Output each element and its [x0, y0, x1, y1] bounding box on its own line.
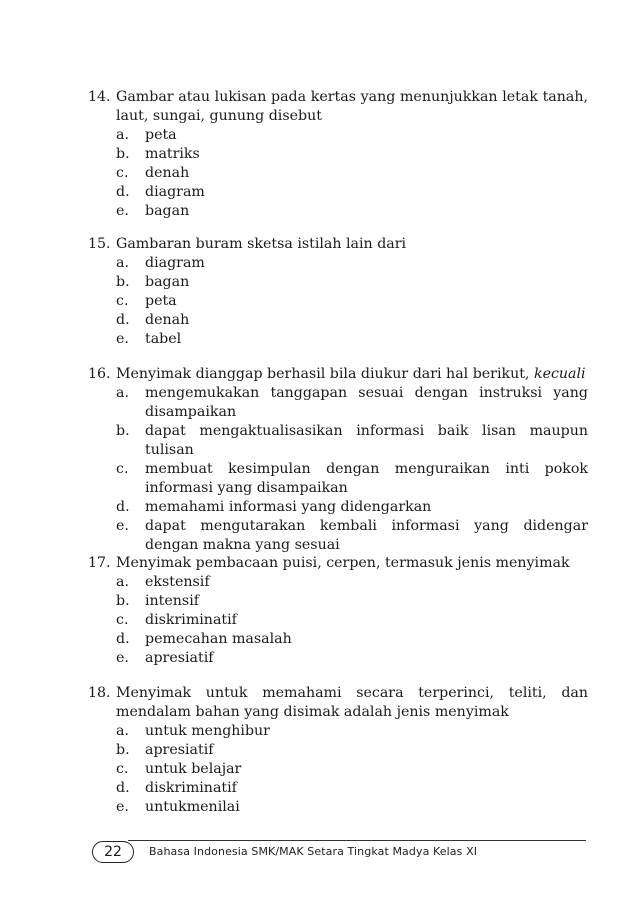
option-letter: c. [116, 461, 129, 477]
option-text: diskriminatif [145, 612, 237, 628]
page-number-badge: 22 [92, 841, 134, 863]
option-list [116, 126, 588, 221]
option-text: ekstensif [145, 574, 210, 590]
option-text: denah [145, 312, 190, 328]
question-text: Menyimak pembacaan puisi, cerpen, termasuk jenis menyimak [116, 555, 570, 571]
option-text: denah [145, 165, 190, 181]
question-text: Menyimak untuk memahami secara terperinci, teliti, dan mendalam bahan yang disimak adalah jenis menyimak [116, 685, 588, 720]
option-text: untuk belajar [145, 761, 242, 777]
question-text [116, 365, 588, 384]
option-list [116, 573, 588, 668]
option-b [116, 422, 588, 460]
question-number: 14. [88, 89, 111, 105]
question-16 [88, 365, 588, 555]
option-c [116, 760, 588, 779]
option-letter: a. [116, 385, 129, 401]
option-text: intensif [145, 593, 199, 609]
option-a [116, 384, 588, 422]
option-letter: d. [116, 631, 130, 647]
option-letter: e. [116, 799, 129, 815]
option-letter: b. [116, 742, 130, 758]
option-e [116, 330, 588, 349]
question-15 [88, 235, 588, 349]
option-text: dapat mengutarakan kembali informasi yang didengar dengan makna yang sesuai [145, 518, 588, 553]
question-emphasis: kecuali [533, 366, 586, 382]
option-c [116, 164, 588, 183]
option-e [116, 798, 588, 817]
option-letter: e. [116, 518, 129, 534]
option-text: untukmenilai [145, 799, 240, 815]
option-text: mengemukakan tanggapan sesuai dengan instruksi yang disampaikan [145, 385, 588, 420]
option-letter: c. [116, 165, 129, 181]
footer-divider [128, 840, 586, 841]
option-list [116, 254, 588, 349]
question-number: 18. [88, 685, 111, 701]
question-number: 15. [88, 236, 111, 252]
option-text: diagram [145, 184, 205, 200]
option-letter: a. [116, 127, 129, 143]
option-text: memahami informasi yang didengarkan [145, 499, 432, 515]
option-text: peta [145, 293, 177, 309]
option-letter: b. [116, 593, 130, 609]
option-letter: d. [116, 312, 130, 328]
question-18 [88, 684, 588, 817]
option-b [116, 145, 588, 164]
question-14 [88, 88, 588, 221]
option-b [116, 592, 588, 611]
question-text-main: Menyimak dianggap berhasil bila diukur dari hal berikut, [116, 366, 530, 382]
option-text: tabel [145, 331, 182, 347]
option-c [116, 292, 588, 311]
option-letter: d. [116, 780, 130, 796]
footer-book-title: Bahasa Indonesia SMK/MAK Setara Tingkat Madya Kelas XI [149, 845, 478, 858]
option-letter: b. [116, 274, 130, 290]
option-e [116, 202, 588, 221]
option-text: dapat mengaktualisasikan informasi baik lisan maupun tulisan [145, 423, 588, 458]
option-letter: c. [116, 761, 129, 777]
option-list [116, 722, 588, 817]
option-text: diskriminatif [145, 780, 237, 796]
option-letter: c. [116, 293, 129, 309]
option-text: bagan [145, 274, 190, 290]
option-text: apresiatif [145, 742, 214, 758]
option-d [116, 498, 588, 517]
option-text: peta [145, 127, 177, 143]
option-text: pemecahan masalah [145, 631, 292, 647]
option-a [116, 722, 588, 741]
option-d [116, 630, 588, 649]
option-c [116, 611, 588, 630]
option-letter: c. [116, 612, 129, 628]
option-letter: a. [116, 255, 129, 271]
option-a [116, 254, 588, 273]
option-list [116, 384, 588, 555]
option-text: bagan [145, 203, 190, 219]
option-text: membuat kesimpulan dengan menguraikan inti pokok informasi yang disampaikan [145, 461, 588, 496]
option-a [116, 126, 588, 145]
option-letter: a. [116, 723, 129, 739]
option-d [116, 311, 588, 330]
option-text: diagram [145, 255, 205, 271]
option-letter: a. [116, 574, 129, 590]
question-number: 17. [88, 555, 111, 571]
option-c [116, 460, 588, 498]
option-b [116, 273, 588, 292]
option-d [116, 183, 588, 202]
option-letter: b. [116, 423, 130, 439]
question-text: Gambaran buram sketsa istilah lain dari [116, 236, 407, 252]
question-number: 16. [88, 366, 111, 382]
option-letter: e. [116, 203, 129, 219]
question-text: Gambar atau lukisan pada kertas yang menunjukkan letak tanah, laut, sungai, gunung disebut [116, 89, 588, 124]
option-b [116, 741, 588, 760]
option-a [116, 573, 588, 592]
option-e [116, 649, 588, 668]
option-d [116, 779, 588, 798]
option-letter: e. [116, 650, 129, 666]
option-letter: b. [116, 146, 130, 162]
option-text: apresiatif [145, 650, 214, 666]
option-letter: e. [116, 331, 129, 347]
question-17 [88, 554, 588, 668]
option-letter: d. [116, 184, 130, 200]
option-text: matriks [145, 146, 200, 162]
option-e [116, 517, 588, 555]
option-text: untuk menghibur [145, 723, 270, 739]
option-letter: d. [116, 499, 130, 515]
